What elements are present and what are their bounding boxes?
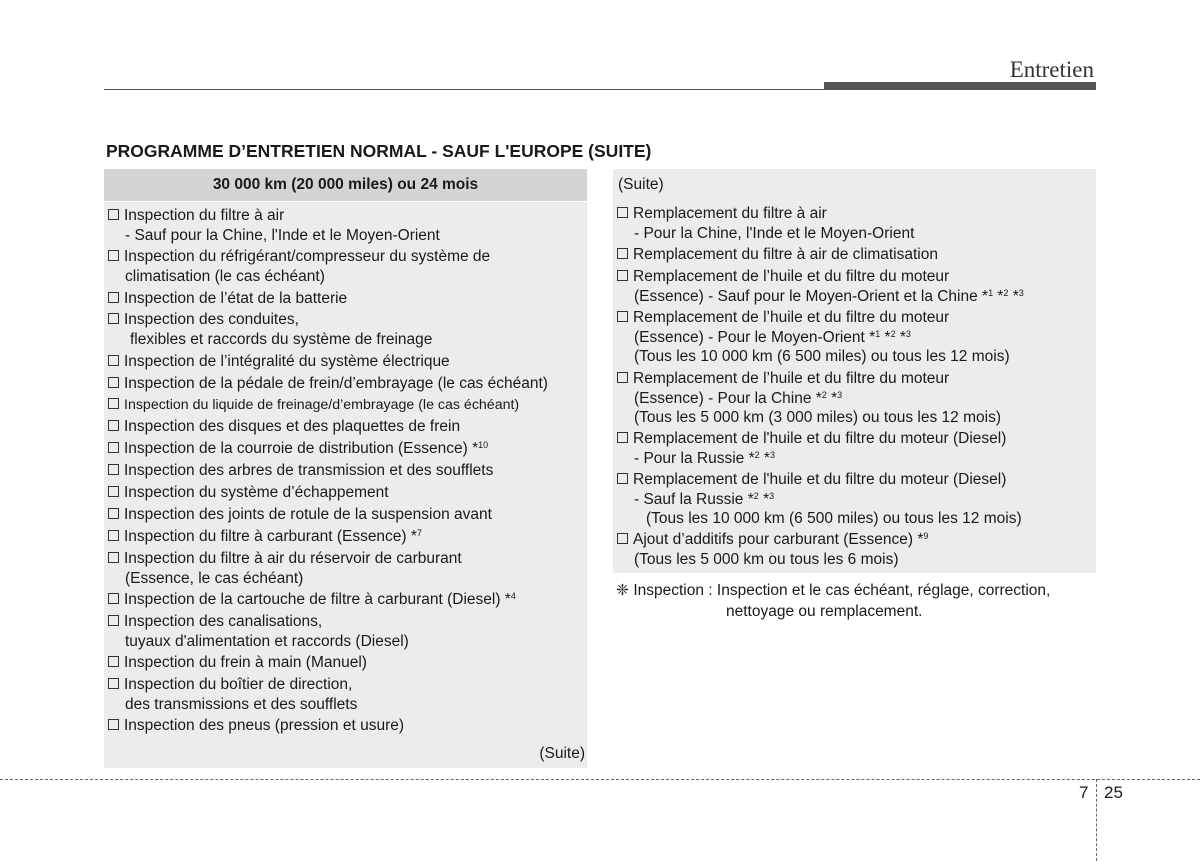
list-item: Inspection du filtre à air du réservoir de carburant (Essence, le cas échéant): [108, 549, 462, 588]
section-title: PROGRAMME D’ENTRETIEN NORMAL - SAUF L'EUROPE (SUITE): [106, 141, 652, 161]
checkbox-icon: [108, 355, 119, 366]
checkbox-icon: [617, 270, 628, 281]
checkbox-icon: [108, 719, 119, 730]
checkbox-icon: [108, 377, 119, 388]
checkbox-icon: [108, 209, 119, 220]
checkbox-icon: [108, 615, 119, 626]
checkbox-icon: [108, 593, 119, 604]
list-item: Remplacement de l'huile et du filtre du moteur (Diesel) - Sauf la Russie *$^2$ *$^3$ (Tous les 10 000 km (6 500 miles) ou tous les 12 mois): [617, 470, 1022, 529]
checkbox-icon: [617, 372, 628, 383]
list-item: Inspection du réfrigérant/compresseur du système de climatisation (le cas échéant): [108, 247, 490, 286]
list-item: Inspection des joints de rotule de la suspension avant: [108, 505, 492, 525]
list-item: Inspection du filtre à air - Sauf pour la Chine, l'Inde et le Moyen-Orient: [108, 206, 440, 245]
list-item: Remplacement de l’huile et du filtre du moteur (Essence) - Pour la Chine *$^2$ *$^3$ (Tous les 5 000 km (3 000 miles) ou tous les 12 mois): [617, 369, 1001, 428]
checkbox-icon: [617, 248, 628, 259]
list-item: Remplacement de l'huile et du filtre du moteur (Diesel) - Pour la Russie *$^2$ *$^3$: [617, 429, 1006, 468]
list-item: Remplacement du filtre à air - Pour la Chine, l'Inde et le Moyen-Orient: [617, 204, 914, 243]
chapter-number: 7: [1079, 783, 1089, 802]
list-item: Inspection de l’état de la batterie: [108, 289, 347, 309]
checkbox-icon: [108, 398, 119, 409]
checkbox-icon: [617, 473, 628, 484]
note-label: Inspection :: [633, 582, 713, 599]
checkbox-icon: [617, 207, 628, 218]
list-item: Remplacement de l’huile et du filtre du moteur (Essence) - Sauf pour le Moyen-Orient et la Chine *$^1$ *$^2$ *$^3$: [617, 267, 1024, 306]
list-item: Inspection des disques et des plaquettes de frein: [108, 417, 460, 437]
checkbox-icon: [108, 552, 119, 563]
list-item: Inspection du filtre à carburant (Essence) *$^7$: [108, 527, 422, 547]
checkbox-icon: [108, 486, 119, 497]
checkbox-icon: [617, 311, 628, 322]
continued-label: (Suite): [618, 176, 664, 193]
list-item: Remplacement du filtre à air de climatisation: [617, 245, 938, 265]
right-panel: [613, 169, 1096, 573]
checkbox-icon: [108, 442, 119, 453]
list-item: Inspection des conduites, flexibles et raccords du système de freinage: [108, 310, 432, 349]
list-item: Inspection du système d’échappement: [108, 483, 389, 503]
inspection-note: [616, 580, 1050, 622]
checkbox-icon: [617, 432, 628, 443]
header-rule: [104, 89, 1096, 90]
checkbox-icon: [108, 420, 119, 431]
list-item: Inspection des arbres de transmission et des soufflets: [108, 461, 493, 481]
checkbox-icon: [617, 533, 628, 544]
note-text: Inspection et le cas échéant, réglage, correction,: [716, 582, 1051, 599]
checkbox-icon: [108, 656, 119, 667]
page-number: 25: [1104, 783, 1123, 802]
checkbox-icon: [108, 464, 119, 475]
left-panel-heading: 30 000 km (20 000 miles) ou 24 mois: [104, 169, 587, 202]
list-item: Inspection de la pédale de frein/d’embrayage (le cas échéant): [108, 374, 548, 394]
footer-dashed-rule: [0, 779, 1200, 780]
list-item: Inspection du frein à main (Manuel): [108, 653, 367, 673]
footer-dashed-divider: [1096, 779, 1097, 861]
left-panel: [104, 169, 587, 768]
checkbox-icon: [108, 313, 119, 324]
list-item: Inspection de la courroie de distribution (Essence) *$^{10}$: [108, 439, 488, 459]
list-item: Inspection du liquide de freinage/d’embrayage (le cas échéant): [108, 396, 519, 416]
checkbox-icon: [108, 508, 119, 519]
note-text-continued: nettoyage ou remplacement.: [726, 603, 923, 620]
list-item: Inspection de la cartouche de filtre à carburant (Diesel) *$^4$: [108, 590, 516, 610]
note-symbol: ❈: [616, 582, 629, 599]
checkbox-icon: [108, 292, 119, 303]
checkbox-icon: [108, 530, 119, 541]
continued-label: (Suite): [539, 745, 585, 762]
list-item: Inspection des pneus (pression et usure): [108, 716, 404, 736]
checkbox-icon: [108, 678, 119, 689]
list-item: Inspection des canalisations, tuyaux d'alimentation et raccords (Diesel): [108, 612, 409, 651]
header-title: Entretien: [1009, 57, 1094, 82]
list-item: Inspection du boîtier de direction, des transmissions et des soufflets: [108, 675, 357, 714]
list-item: Remplacement de l’huile et du filtre du moteur (Essence) - Pour le Moyen-Orient *$^1$ *$^2$ *$^3$ (Tous les 10 000 km (6 500 miles) ou tous les 12 mois): [617, 308, 1010, 367]
list-item: Ajout d’additifs pour carburant (Essence) *$^9$ (Tous les 5 000 km ou tous les 6 mois): [617, 530, 928, 569]
checkbox-icon: [108, 250, 119, 261]
list-item: Inspection de l’intégralité du système électrique: [108, 352, 450, 372]
